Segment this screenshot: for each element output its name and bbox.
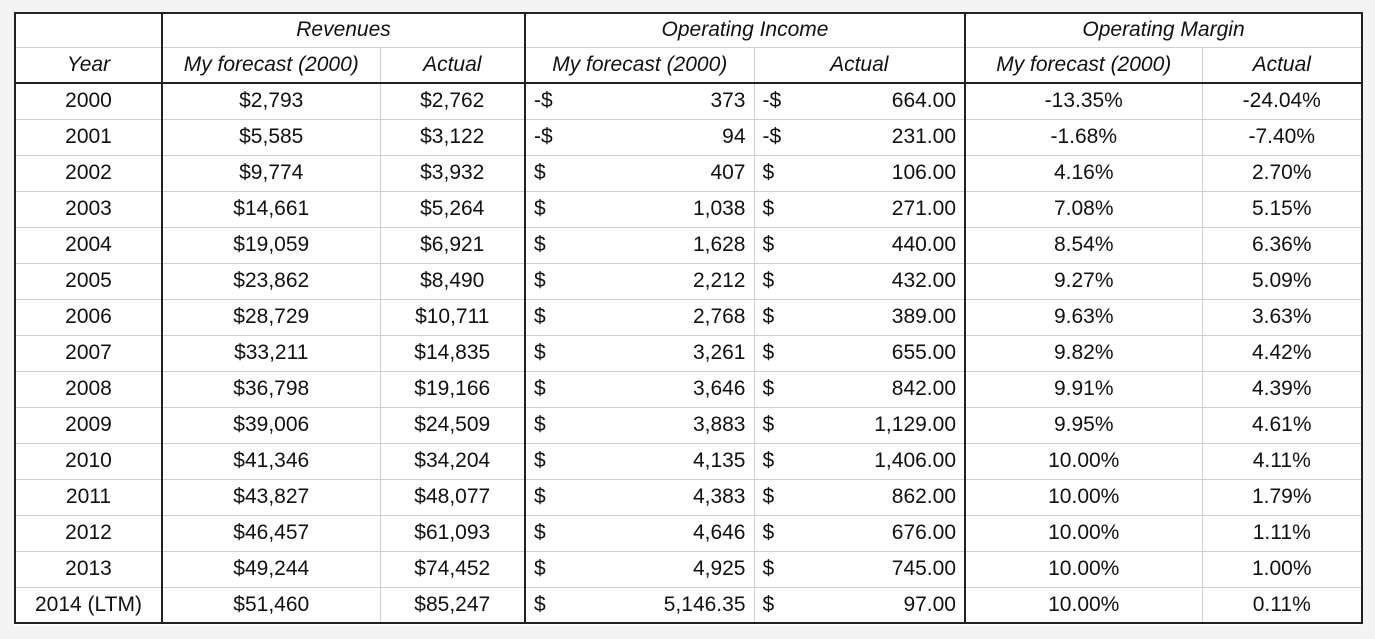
cell-operating-margin-actual[interactable]: 4.61% [1202, 407, 1362, 443]
cell-operating-margin-actual[interactable]: 1.79% [1202, 479, 1362, 515]
cell-revenue-actual[interactable]: $19,166 [380, 371, 525, 407]
table-row [15, 155, 1362, 191]
cell-operating-income-forecast[interactable] [525, 407, 754, 443]
cell-revenue-forecast[interactable]: $49,244 [162, 551, 380, 587]
table-row [15, 551, 1362, 587]
cell-operating-income-actual[interactable] [754, 335, 965, 371]
currency-symbol: $ [534, 413, 546, 436]
cell-operating-margin-actual[interactable]: -24.04% [1202, 83, 1362, 119]
table-row [15, 227, 1362, 263]
cell-operating-margin-forecast[interactable]: 10.00% [965, 515, 1202, 551]
table-row [15, 515, 1362, 551]
cell-revenue-forecast[interactable]: $43,827 [162, 479, 380, 515]
cell-value: 4,383 [692, 485, 746, 508]
cell-operating-income-actual[interactable] [754, 515, 965, 551]
cell-operating-income-actual[interactable] [754, 83, 965, 119]
currency-symbol: -$ [534, 89, 553, 113]
currency-symbol: -$ [534, 125, 553, 148]
cell-value: 97.00 [903, 592, 956, 616]
cell-revenue-forecast[interactable]: $36,798 [162, 371, 380, 407]
currency-symbol: $ [534, 161, 546, 184]
cell-revenue-actual[interactable]: $24,509 [380, 407, 525, 443]
cell-year[interactable]: 2000 [15, 83, 162, 119]
currency-symbol: $ [534, 377, 546, 400]
cell-operating-margin-actual[interactable]: 5.15% [1202, 191, 1362, 227]
corner-cell[interactable] [15, 13, 162, 47]
cell-operating-income-forecast[interactable] [525, 191, 754, 227]
cell-value: 432.00 [891, 269, 956, 292]
currency-symbol: -$ [762, 89, 782, 113]
cell-year[interactable]: 2007 [15, 335, 162, 371]
currency-symbol: $ [762, 377, 775, 400]
cell-revenue-actual[interactable]: $34,204 [380, 443, 525, 479]
cell-revenue-actual[interactable]: $8,490 [380, 263, 525, 299]
cell-operating-income-actual[interactable] [754, 191, 965, 227]
currency-symbol: -$ [762, 125, 782, 148]
cell-year[interactable]: 2011 [15, 479, 162, 515]
cell-operating-income-actual[interactable] [754, 443, 965, 479]
cell-year[interactable]: 2001 [15, 119, 162, 155]
cell-year[interactable]: 2009 [15, 407, 162, 443]
group-header-operating-margin[interactable]: Operating Margin [965, 13, 1362, 47]
cell-value: 2,212 [692, 269, 746, 292]
cell-value: 106.00 [891, 161, 956, 184]
cell-revenue-actual[interactable]: $2,762 [380, 83, 525, 119]
cell-revenue-forecast[interactable]: $51,460 [162, 587, 380, 623]
cell-operating-margin-forecast[interactable]: 10.00% [965, 551, 1202, 587]
cell-revenue-actual[interactable]: $48,077 [380, 479, 525, 515]
cell-revenue-actual[interactable]: $10,711 [380, 299, 525, 335]
cell-operating-margin-forecast[interactable]: 8.54% [965, 227, 1202, 263]
header-operating-income-actual[interactable]: Actual [754, 47, 965, 83]
cell-revenue-forecast[interactable]: $28,729 [162, 299, 380, 335]
cell-operating-margin-actual[interactable]: 4.11% [1202, 443, 1362, 479]
cell-operating-income-actual[interactable] [754, 119, 965, 155]
cell-year[interactable]: 2013 [15, 551, 162, 587]
table-row [15, 407, 1362, 443]
cell-revenue-forecast[interactable]: $46,457 [162, 515, 380, 551]
cell-value: 676.00 [891, 521, 956, 544]
cell-value: 4,135 [692, 449, 746, 472]
cell-revenue-forecast[interactable]: $14,661 [162, 191, 380, 227]
cell-operating-margin-actual[interactable]: 4.39% [1202, 371, 1362, 407]
cell-operating-margin-forecast[interactable]: 9.27% [965, 263, 1202, 299]
cell-operating-income-actual[interactable] [754, 299, 965, 335]
cell-value: 3,883 [692, 413, 746, 436]
currency-symbol: $ [534, 269, 546, 292]
cell-operating-income-forecast[interactable] [525, 551, 754, 587]
cell-revenue-actual[interactable]: $5,264 [380, 191, 525, 227]
cell-operating-margin-actual[interactable]: 0.11% [1202, 587, 1362, 623]
cell-value: 1,628 [692, 233, 746, 256]
cell-value: 862.00 [891, 485, 956, 508]
currency-symbol: $ [762, 449, 775, 472]
group-header-operating-income[interactable]: Operating Income [525, 13, 965, 47]
currency-symbol: $ [534, 341, 546, 364]
table-row [15, 83, 1362, 119]
cell-revenue-actual[interactable]: $3,122 [380, 119, 525, 155]
cell-value: 655.00 [891, 341, 956, 364]
cell-value: 1,406.00 [874, 449, 956, 472]
table-row [15, 371, 1362, 407]
cell-operating-income-forecast[interactable] [525, 371, 754, 407]
cell-year[interactable]: 2005 [15, 263, 162, 299]
cell-revenue-forecast[interactable]: $41,346 [162, 443, 380, 479]
currency-symbol: $ [534, 197, 546, 220]
cell-operating-income-forecast[interactable] [525, 443, 754, 479]
cell-operating-income-actual[interactable] [754, 479, 965, 515]
cell-operating-margin-forecast[interactable]: 10.00% [965, 479, 1202, 515]
cell-operating-margin-actual[interactable]: 1.11% [1202, 515, 1362, 551]
cell-operating-income-forecast[interactable] [525, 515, 754, 551]
currency-symbol: $ [534, 485, 546, 508]
cell-value: 231.00 [891, 125, 956, 148]
cell-operating-income-forecast[interactable] [525, 227, 754, 263]
cell-operating-margin-forecast[interactable]: -1.68% [965, 119, 1202, 155]
currency-symbol: $ [762, 521, 775, 544]
cell-revenue-actual[interactable]: $14,835 [380, 335, 525, 371]
cell-operating-margin-forecast[interactable]: 9.82% [965, 335, 1202, 371]
table-row [15, 479, 1362, 515]
header-year[interactable]: Year [15, 47, 162, 83]
table-row [15, 263, 1362, 299]
cell-year[interactable]: 2002 [15, 155, 162, 191]
currency-symbol: $ [762, 557, 775, 580]
header-revenues-forecast[interactable]: My forecast (2000) [162, 47, 380, 83]
currency-symbol: $ [534, 557, 546, 580]
table-row [15, 191, 1362, 227]
cell-operating-margin-actual[interactable]: 3.63% [1202, 299, 1362, 335]
cell-revenue-actual[interactable]: $85,247 [380, 587, 525, 623]
cell-operating-income-forecast[interactable] [525, 119, 754, 155]
cell-year[interactable]: 2012 [15, 515, 162, 551]
cell-value: 407 [710, 161, 746, 184]
spreadsheet-table-container [14, 12, 1361, 626]
currency-symbol: $ [534, 233, 546, 256]
cell-revenue-forecast[interactable]: $5,585 [162, 119, 380, 155]
currency-symbol: $ [534, 592, 546, 616]
currency-symbol: $ [762, 413, 775, 436]
cell-operating-margin-forecast[interactable]: -13.35% [965, 83, 1202, 119]
cell-value: 745.00 [891, 557, 956, 580]
currency-symbol: $ [762, 592, 775, 616]
cell-operating-income-forecast[interactable] [525, 263, 754, 299]
cell-year[interactable]: 2010 [15, 443, 162, 479]
currency-symbol: $ [534, 449, 546, 472]
cell-operating-income-actual[interactable] [754, 155, 965, 191]
cell-value: 664.00 [891, 89, 956, 113]
table-row [15, 587, 1362, 623]
currency-symbol: $ [762, 305, 775, 328]
sub-header-row [15, 47, 1362, 83]
cell-operating-income-actual[interactable] [754, 227, 965, 263]
cell-year[interactable]: 2003 [15, 191, 162, 227]
cell-operating-income-actual[interactable] [754, 407, 965, 443]
cell-value: 2,768 [692, 305, 746, 328]
cell-value: 4,925 [692, 557, 746, 580]
cell-operating-margin-actual[interactable]: 4.42% [1202, 335, 1362, 371]
cell-revenue-actual[interactable]: $74,452 [380, 551, 525, 587]
cell-value: 842.00 [891, 377, 956, 400]
cell-revenue-forecast[interactable]: $39,006 [162, 407, 380, 443]
forecast-vs-actual-table [14, 12, 1363, 624]
cell-operating-margin-forecast[interactable]: 4.16% [965, 155, 1202, 191]
cell-revenue-forecast[interactable]: $9,774 [162, 155, 380, 191]
header-revenues-actual[interactable]: Actual [380, 47, 525, 83]
cell-revenue-actual[interactable]: $3,932 [380, 155, 525, 191]
cell-operating-margin-forecast[interactable]: 9.63% [965, 299, 1202, 335]
cell-revenue-forecast[interactable]: $33,211 [162, 335, 380, 371]
cell-operating-margin-forecast[interactable]: 9.95% [965, 407, 1202, 443]
currency-symbol: $ [762, 485, 775, 508]
cell-revenue-forecast[interactable]: $19,059 [162, 227, 380, 263]
cell-value: 271.00 [891, 197, 956, 220]
table-body [15, 83, 1362, 623]
currency-symbol: $ [762, 269, 775, 292]
cell-operating-income-forecast[interactable] [525, 83, 754, 119]
cell-operating-income-forecast[interactable] [525, 155, 754, 191]
currency-symbol: $ [762, 197, 775, 220]
cell-year[interactable]: 2004 [15, 227, 162, 263]
table-row [15, 299, 1362, 335]
cell-operating-margin-forecast[interactable]: 10.00% [965, 443, 1202, 479]
group-header-row [15, 13, 1362, 47]
cell-value: 5,146.35 [663, 592, 746, 616]
cell-value: 94 [722, 125, 746, 148]
cell-operating-margin-actual[interactable]: -7.40% [1202, 119, 1362, 155]
cell-year[interactable]: 2008 [15, 371, 162, 407]
currency-symbol: $ [534, 521, 546, 544]
cell-value: 3,646 [692, 377, 746, 400]
cell-value: 440.00 [891, 233, 956, 256]
header-operating-margin-forecast[interactable]: My forecast (2000) [965, 47, 1202, 83]
header-operating-margin-actual[interactable]: Actual [1202, 47, 1362, 83]
currency-symbol: $ [762, 341, 775, 364]
cell-value: 4,646 [692, 521, 746, 544]
cell-operating-margin-actual[interactable]: 1.00% [1202, 551, 1362, 587]
cell-operating-income-forecast[interactable] [525, 335, 754, 371]
group-header-revenues[interactable]: Revenues [162, 13, 525, 47]
cell-operating-income-actual[interactable] [754, 263, 965, 299]
currency-symbol: $ [762, 233, 775, 256]
cell-value: 389.00 [891, 305, 956, 328]
cell-operating-margin-forecast[interactable]: 7.08% [965, 191, 1202, 227]
cell-value: 3,261 [692, 341, 746, 364]
cell-value: 373 [710, 89, 746, 113]
cell-operating-margin-actual[interactable]: 2.70% [1202, 155, 1362, 191]
currency-symbol: $ [762, 161, 775, 184]
cell-year[interactable]: 2006 [15, 299, 162, 335]
cell-value: 1,038 [692, 197, 746, 220]
table-row [15, 443, 1362, 479]
cell-operating-income-forecast[interactable] [525, 587, 754, 623]
cell-revenue-forecast[interactable]: $23,862 [162, 263, 380, 299]
currency-symbol: $ [534, 305, 546, 328]
table-row [15, 335, 1362, 371]
header-operating-income-forecast[interactable]: My forecast (2000) [525, 47, 754, 83]
cell-operating-margin-forecast[interactable]: 10.00% [965, 587, 1202, 623]
cell-operating-income-forecast[interactable] [525, 299, 754, 335]
table-row [15, 119, 1362, 155]
cell-revenue-actual[interactable]: $6,921 [380, 227, 525, 263]
cell-revenue-forecast[interactable]: $2,793 [162, 83, 380, 119]
cell-year[interactable]: 2014 (LTM) [15, 587, 162, 623]
cell-value: 1,129.00 [874, 413, 956, 436]
cell-operating-income-actual[interactable] [754, 371, 965, 407]
cell-operating-margin-actual[interactable]: 6.36% [1202, 227, 1362, 263]
cell-operating-margin-forecast[interactable]: 9.91% [965, 371, 1202, 407]
cell-revenue-actual[interactable]: $61,093 [380, 515, 525, 551]
cell-operating-income-actual[interactable] [754, 587, 965, 623]
cell-operating-margin-actual[interactable]: 5.09% [1202, 263, 1362, 299]
cell-operating-income-forecast[interactable] [525, 479, 754, 515]
cell-operating-income-actual[interactable] [754, 551, 965, 587]
